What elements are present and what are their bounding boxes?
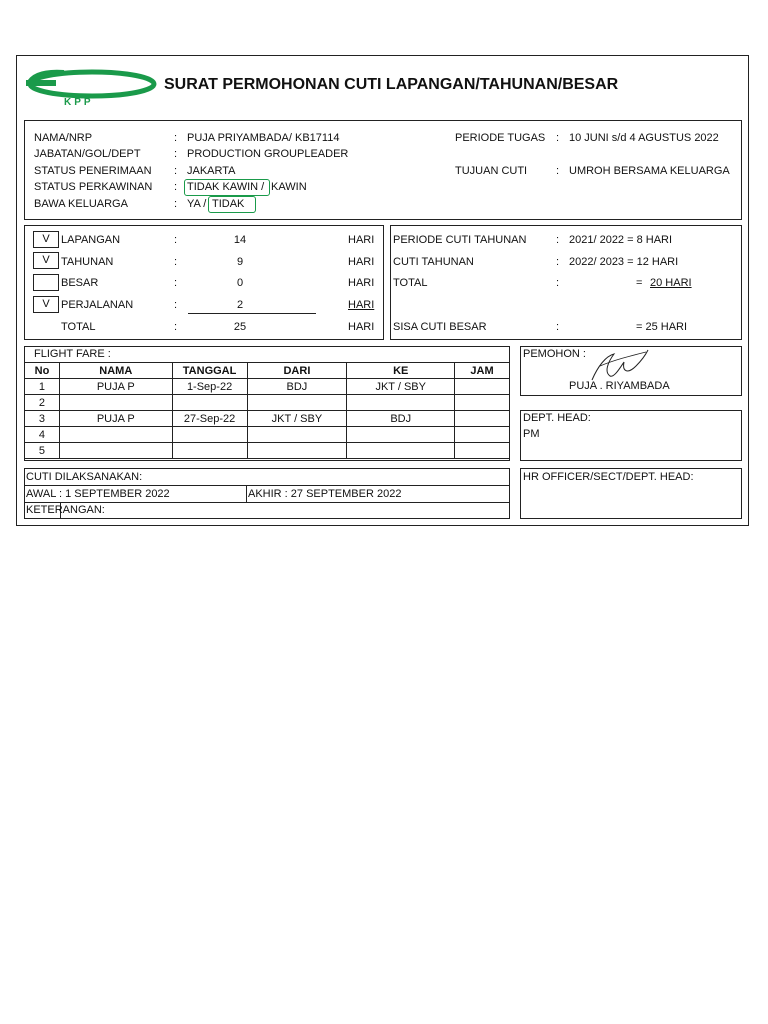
table-cell: 5 xyxy=(25,443,60,459)
annual-total-label: TOTAL xyxy=(393,277,428,289)
table-cell: JKT / SBY xyxy=(247,411,347,427)
column-header: No xyxy=(25,363,60,379)
column-header: NAMA xyxy=(59,363,172,379)
colon: : xyxy=(556,165,560,177)
jabatan-label: JABATAN/GOL/DEPT xyxy=(34,148,141,160)
colon: : xyxy=(556,256,560,268)
leave-value: 2 xyxy=(236,299,244,311)
colon: : xyxy=(174,181,178,193)
execution-awal: AWAL : 1 SEPTEMBER 2022 xyxy=(26,488,170,500)
leave-unit: HARI xyxy=(348,256,375,268)
status-penerimaan-value: JAKARTA xyxy=(187,165,236,177)
sisa-cuti-label: SISA CUTI BESAR xyxy=(393,321,487,333)
column-header: KE xyxy=(347,363,455,379)
table-cell: 1-Sep-22 xyxy=(172,379,247,395)
dept-head-value: PM xyxy=(523,428,540,440)
hr-label: HR OFFICER/SECT/DEPT. HEAD: xyxy=(523,471,694,483)
table-cell xyxy=(247,427,347,443)
colon: : xyxy=(174,277,178,289)
colon: : xyxy=(174,165,178,177)
leave-unit: HARI xyxy=(348,277,375,289)
flight-fare-table xyxy=(24,362,510,459)
tujuan-cuti-value: UMROH BERSAMA KELUARGA xyxy=(569,165,730,177)
table-cell: BDJ xyxy=(247,379,347,395)
leave-total-label: TOTAL xyxy=(61,321,96,333)
dept-head-label: DEPT. HEAD: xyxy=(523,412,591,424)
colon: : xyxy=(174,321,178,333)
table-header-row xyxy=(25,363,510,379)
leave-value: 0 xyxy=(236,277,244,289)
colon: : xyxy=(174,299,178,311)
table-cell xyxy=(59,427,172,443)
bawa-keluarga-label: BAWA KELUARGA xyxy=(34,198,128,210)
execution-title: CUTI DILAKSANAKAN: xyxy=(26,471,143,483)
leave-unit: HARI xyxy=(348,299,375,311)
table-row xyxy=(25,411,510,427)
leave-value: 9 xyxy=(236,256,244,268)
table-cell: 1 xyxy=(25,379,60,395)
colon: : xyxy=(174,148,178,160)
table-cell: 3 xyxy=(25,411,60,427)
bawa-keluarga-option-tidak: TIDAK xyxy=(212,198,245,210)
table-cell xyxy=(59,395,172,411)
annual-total-eq: = xyxy=(636,277,643,289)
table-cell: PUJA P xyxy=(59,379,172,395)
periode-tugas-value: 10 JUNI s/d 4 AGUSTUS 2022 xyxy=(569,132,719,144)
table-cell xyxy=(455,379,510,395)
leave-label: TAHUNAN xyxy=(61,256,114,268)
table-cell xyxy=(247,395,347,411)
periode-cuti-label: PERIODE CUTI TAHUNAN xyxy=(393,234,527,246)
table-cell: BDJ xyxy=(347,411,455,427)
checkbox-perjalanan[interactable]: V xyxy=(33,296,59,313)
colon: : xyxy=(174,198,178,210)
table-cell xyxy=(172,427,247,443)
table-cell xyxy=(455,427,510,443)
bawa-keluarga-option-ya: YA / xyxy=(187,198,207,210)
checkbox-lapangan[interactable]: V xyxy=(33,231,59,248)
table-cell xyxy=(455,395,510,411)
table-cell xyxy=(347,395,455,411)
status-perkawinan-option-tidak-kawin: TIDAK KAWIN / xyxy=(187,181,265,193)
table-cell: JKT / SBY xyxy=(347,379,455,395)
annual-total-value: 20 HARI xyxy=(650,277,692,289)
cuti-tahunan-value: 2022/ 2023 = 12 HARI xyxy=(569,256,679,268)
table-row xyxy=(25,443,510,459)
leave-label: LAPANGAN xyxy=(61,234,121,246)
pemohon-name: PUJA . RIYAMBADA xyxy=(569,380,670,392)
table-row xyxy=(25,395,510,411)
table-cell: 2 xyxy=(25,395,60,411)
table-row xyxy=(25,379,510,395)
colon: : xyxy=(556,234,560,246)
status-penerimaan-label: STATUS PENERIMAAN xyxy=(34,165,152,177)
table-cell: 27-Sep-22 xyxy=(172,411,247,427)
colon: : xyxy=(174,256,178,268)
table-cell xyxy=(59,443,172,459)
tujuan-cuti-label: TUJUAN CUTI xyxy=(455,165,528,177)
execution-keterangan: KETERANGAN: xyxy=(26,504,105,516)
divider xyxy=(24,502,510,503)
jabatan-value: PRODUCTION GROUPLEADER xyxy=(187,148,349,160)
leave-total-unit: HARI xyxy=(348,321,375,333)
nama-value: PUJA PRIYAMBADA/ KB17114 xyxy=(187,132,340,144)
table-cell xyxy=(172,443,247,459)
logo-text: KPP xyxy=(64,97,94,108)
table-cell: PUJA P xyxy=(59,411,172,427)
execution-akhir: AKHIR : 27 SEPTEMBER 2022 xyxy=(248,488,402,500)
status-perkawinan-label: STATUS PERKAWINAN xyxy=(34,181,153,193)
divider xyxy=(246,485,247,502)
leave-total-value: 25 xyxy=(233,321,247,333)
page-title: SURAT PERMOHONAN CUTI LAPANGAN/TAHUNAN/BESAR xyxy=(164,76,619,93)
sum-underline xyxy=(188,313,316,314)
colon: : xyxy=(556,132,560,144)
table-cell xyxy=(172,395,247,411)
table-cell xyxy=(455,443,510,459)
column-header: TANGGAL xyxy=(172,363,247,379)
flight-fare-title: FLIGHT FARE : xyxy=(34,348,111,360)
cuti-tahunan-label: CUTI TAHUNAN xyxy=(393,256,474,268)
periode-cuti-value: 2021/ 2022 = 8 HARI xyxy=(569,234,673,246)
colon: : xyxy=(174,234,178,246)
divider xyxy=(24,485,510,486)
table-cell xyxy=(347,443,455,459)
column-header: JAM xyxy=(455,363,510,379)
leave-unit: HARI xyxy=(348,234,375,246)
table-cell xyxy=(455,411,510,427)
checkbox-besar[interactable] xyxy=(33,274,59,291)
periode-tugas-label: PERIODE TUGAS xyxy=(455,132,546,144)
pemohon-label: PEMOHON : xyxy=(523,348,586,360)
leave-label: BESAR xyxy=(61,277,99,289)
leave-label: PERJALANAN xyxy=(61,299,134,311)
status-perkawinan-option-kawin: KAWIN xyxy=(271,181,307,193)
colon: : xyxy=(556,321,560,333)
colon: : xyxy=(174,132,178,144)
table-cell xyxy=(247,443,347,459)
table-cell xyxy=(347,427,455,443)
table-cell: 4 xyxy=(25,427,60,443)
sisa-cuti-value: = 25 HARI xyxy=(636,321,688,333)
table-row xyxy=(25,427,510,443)
colon: : xyxy=(556,277,560,289)
column-header: DARI xyxy=(247,363,347,379)
checkbox-tahunan[interactable]: V xyxy=(33,252,59,269)
leave-value: 14 xyxy=(233,234,247,246)
nama-label: NAMA/NRP xyxy=(34,132,93,144)
